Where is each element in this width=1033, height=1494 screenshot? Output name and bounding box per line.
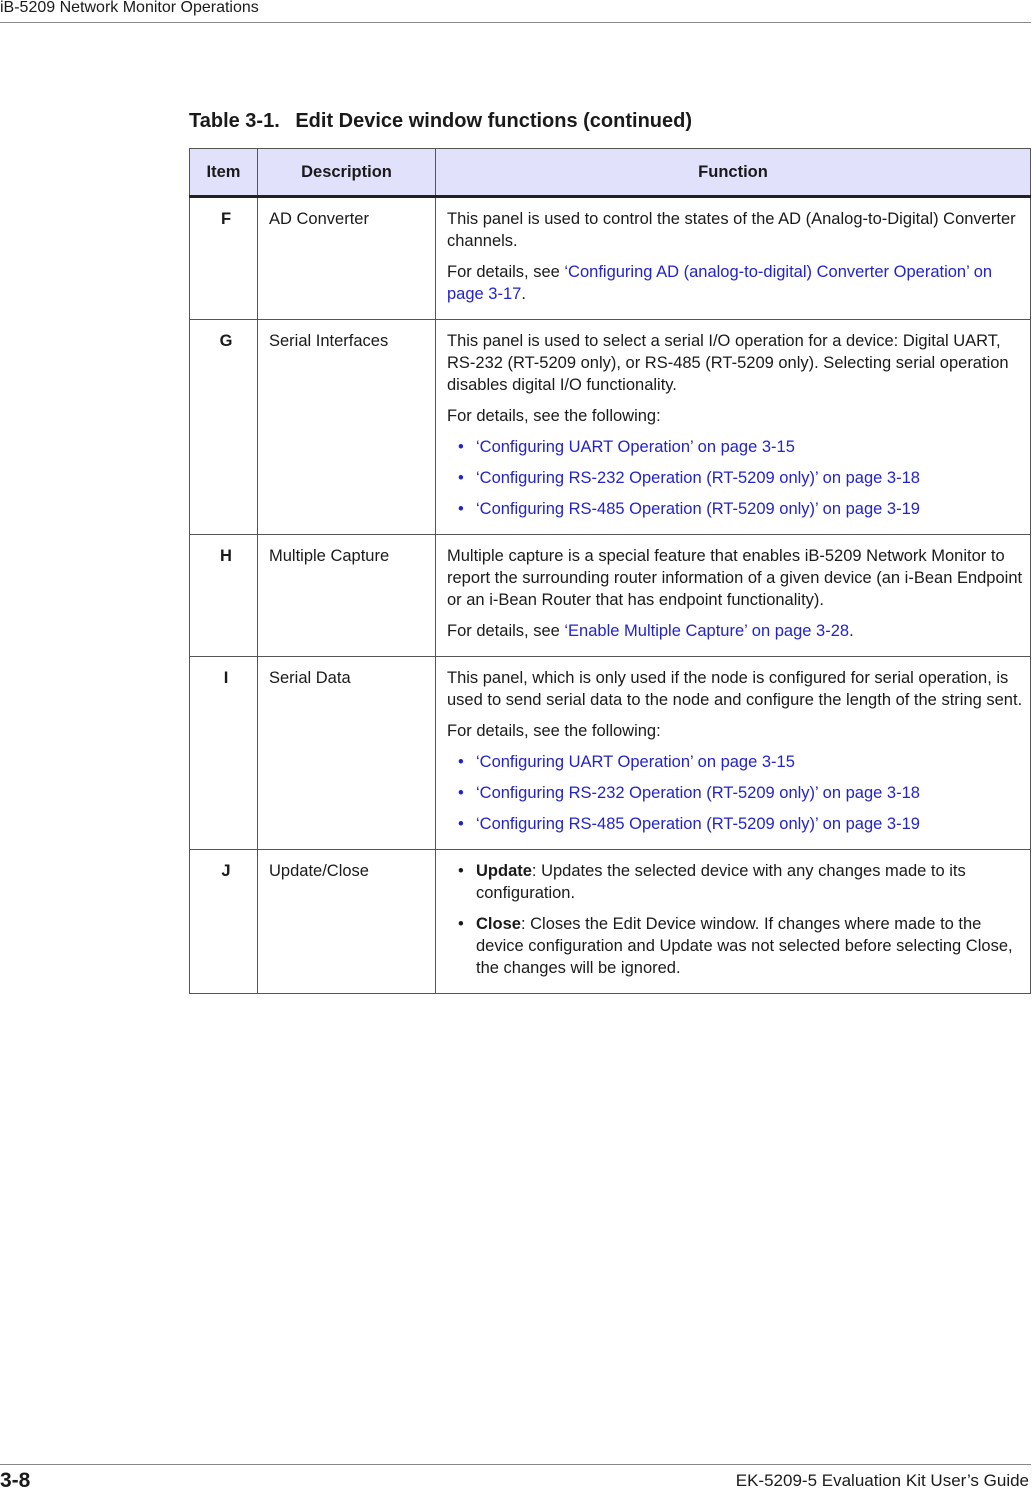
item-description: Update/Close [258,850,436,994]
reference-item [447,813,1024,835]
cross-reference-link[interactable]: ‘Configuring RS-485 Operation (RT-5209 only)’ on page 3-19 [476,815,920,833]
column-header-description: Description [258,149,436,197]
item-letter: G [190,320,258,535]
table-row [190,320,1031,535]
running-footer [0,1464,1031,1494]
header-title: iB-5209 Network Monitor Operations [0,0,259,16]
reference-list [447,436,1024,520]
cross-reference-link[interactable]: ‘Configuring UART Operation’ on page 3-15 [476,438,795,456]
table-row [190,850,1031,994]
action-item [447,913,1024,979]
function-text: Multiple capture is a special feature that enables iB-5209 Network Monitor to report the surrounding router information of a given device (an i-Bean Endpoint or an i-Bean Router that has endpoint functionality). [447,547,1023,609]
cross-reference-link[interactable]: ‘Configuring RS-485 Operation (RT-5209 only)’ on page 3-19 [476,500,920,518]
cross-reference-link[interactable]: ‘Configuring RS-232 Operation (RT-5209 only)’ on page 3-18 [476,784,920,802]
cross-reference-link[interactable]: ‘Configuring RS-232 Operation (RT-5209 only)’ on page 3-18 [476,469,920,487]
cross-reference-link[interactable]: ‘Configuring AD (analog-to-digital) Converter Operation’ on page 3-17 [447,263,993,303]
item-description: Serial Interfaces [258,320,436,535]
item-letter: H [190,535,258,657]
function-text: This panel is used to control the states of the AD (Analog-to-Digital) Converter channels. [447,210,1016,250]
details-prefix: For details, see [447,263,565,281]
cross-reference-link[interactable]: ‘Configuring UART Operation’ on page 3-15 [476,753,795,771]
page-number: 3-8 [0,1469,31,1492]
details-lead: For details, see the following: [447,722,661,740]
action-text: : Closes the Edit Device window. If changes where made to the device configuration and Update was not selected before selecting Close, the changes will be ignored. [476,915,1013,977]
action-term: Close [476,915,521,933]
table-row [190,535,1031,657]
item-letter: F [190,197,258,320]
table-caption-number: Table 3-1. [189,110,280,132]
reference-item [447,751,1024,773]
table-row [190,197,1031,320]
details-suffix: . [521,285,526,303]
column-header-item: Item [190,149,258,197]
reference-item [447,782,1024,804]
action-term: Update [476,862,532,880]
action-item [447,860,1024,904]
book-title: EK-5209-5 Evaluation Kit User’s Guide [735,1471,1029,1490]
item-function [436,320,1031,535]
details-reference [447,620,1024,642]
column-header-function: Function [436,149,1031,197]
item-function [436,535,1031,657]
item-function [436,850,1031,994]
item-function [436,197,1031,320]
reference-item [447,467,1024,489]
running-header [0,0,1031,23]
reference-item [447,498,1024,520]
reference-item [447,436,1024,458]
cross-reference-link[interactable]: ‘Enable Multiple Capture’ on page 3-28 [564,622,850,640]
reference-list [447,751,1024,835]
item-description: Serial Data [258,657,436,850]
details-prefix: For details, see [447,622,565,640]
table-caption-title: Edit Device window functions (continued) [295,110,693,132]
item-function [436,657,1031,850]
function-text: This panel is used to select a serial I/O operation for a device: Digital UART, RS-232 (RT-5209 only), or RS-485 (RT-5209 only). Selecting serial operation disables digital I/O functionality. [447,332,1009,394]
table-row [190,657,1031,850]
action-text: : Updates the selected device with any changes made to its configuration. [476,862,966,902]
details-reference [447,261,1024,305]
item-description: Multiple Capture [258,535,436,657]
functions-table [189,148,1031,994]
table-caption [189,110,692,133]
action-list [447,860,1024,979]
function-text: This panel, which is only used if the node is configured for serial operation, is used to send serial data to the node and configure the length of the string sent. [447,669,1023,709]
details-lead: For details, see the following: [447,407,661,425]
item-letter: I [190,657,258,850]
item-description: AD Converter [258,197,436,320]
table-header-row [190,149,1031,197]
item-letter: J [190,850,258,994]
details-suffix: . [849,622,854,640]
